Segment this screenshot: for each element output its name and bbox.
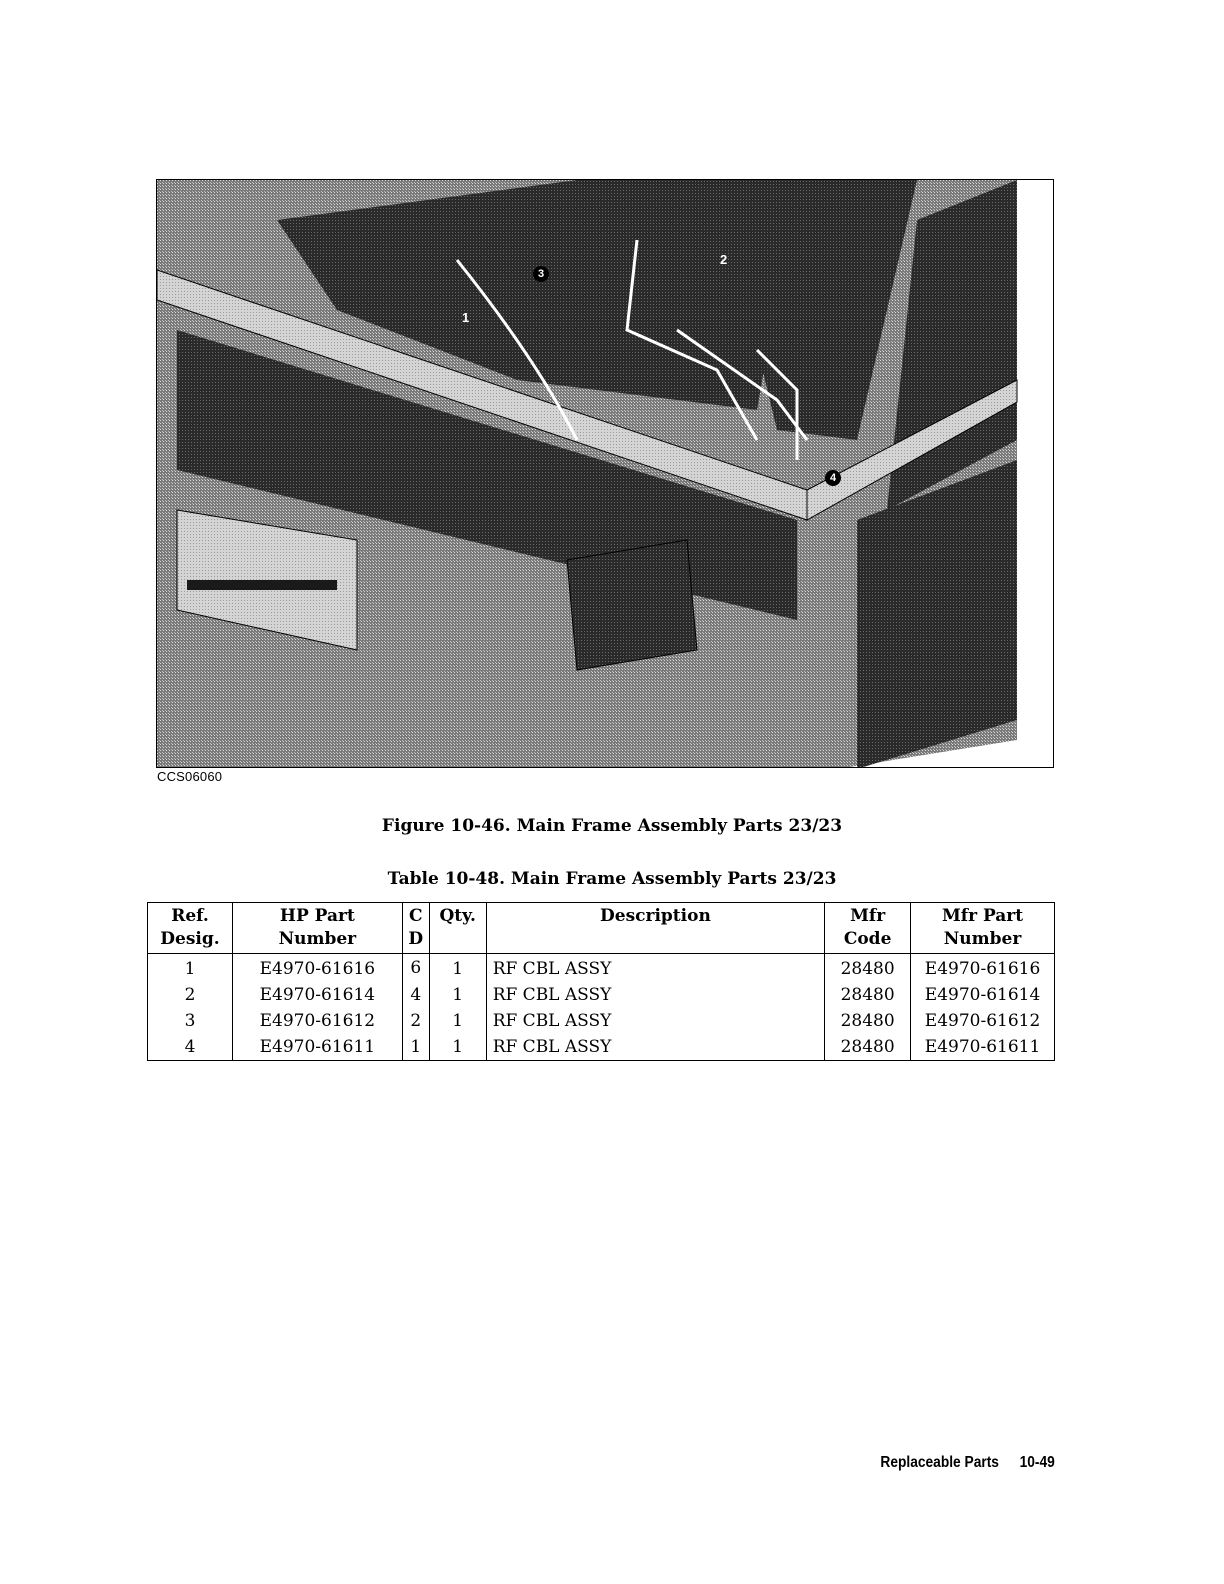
cell-cd: 4 [402, 982, 429, 1008]
header-mfr-part-line1: Mfr Part [941, 906, 1024, 926]
header-ref-desig [148, 903, 233, 954]
table-row [148, 954, 1055, 983]
cell-mfr-part: E4970-61612 [911, 1008, 1055, 1034]
figure-caption: Figure 10-46. Main Frame Assembly Parts 23/23 [381, 816, 843, 836]
table-row [148, 1008, 1055, 1034]
cell-mfr-code: 28480 [825, 1034, 911, 1061]
callout-3: 3 [533, 266, 549, 282]
header-cd-line2: D [408, 929, 424, 949]
figure-id-label: CCS06060 [157, 769, 223, 784]
header-mfr-code-line1: Mfr [850, 906, 886, 926]
cell-cd: 1 [402, 1034, 429, 1061]
cell-hp-part: E4970-61614 [232, 982, 402, 1008]
header-cd-line1: C [408, 906, 423, 926]
cell-cd: 6 [402, 954, 429, 983]
table-caption: Table 10-48. Main Frame Assembly Parts 23/23 [387, 869, 837, 889]
header-hp-part-number [232, 903, 402, 954]
cell-ref: 1 [148, 954, 233, 983]
callout-4: 4 [825, 470, 841, 486]
cell-ref: 2 [148, 982, 233, 1008]
cell-hp-part: E4970-61616 [232, 954, 402, 983]
cell-ref: 3 [148, 1008, 233, 1034]
cell-mfr-code: 28480 [825, 954, 911, 983]
cell-description: RF CBL ASSY [486, 954, 824, 983]
assembly-illustration [157, 180, 1054, 768]
page-footer [881, 1454, 1055, 1472]
header-qty: Qty. [429, 903, 486, 954]
cell-cd: 2 [402, 1008, 429, 1034]
cell-hp-part: E4970-61611 [232, 1034, 402, 1061]
cell-description: RF CBL ASSY [486, 982, 824, 1008]
cell-ref: 4 [148, 1034, 233, 1061]
cell-mfr-code: 28480 [825, 1008, 911, 1034]
header-ref-line1: Ref. [171, 906, 209, 926]
header-description: Description [486, 903, 824, 954]
cell-qty: 1 [429, 982, 486, 1008]
header-mfr-part-line2: Number [943, 929, 1022, 949]
cell-description: RF CBL ASSY [486, 1034, 824, 1061]
cell-qty: 1 [429, 954, 486, 983]
cell-qty: 1 [429, 1008, 486, 1034]
header-hp-line1: HP Part [279, 906, 355, 926]
callout-1: 1 [462, 310, 470, 325]
header-cd [402, 903, 429, 954]
cell-description: RF CBL ASSY [486, 1008, 824, 1034]
cell-mfr-part: E4970-61611 [911, 1034, 1055, 1061]
cell-hp-part: E4970-61612 [232, 1008, 402, 1034]
footer-section-title: Replaceable Parts [880, 1454, 1000, 1471]
cell-mfr-part: E4970-61616 [911, 954, 1055, 983]
cell-mfr-part: E4970-61614 [911, 982, 1055, 1008]
main-frame-assembly-figure [156, 179, 1054, 768]
callout-2: 2 [720, 252, 728, 267]
header-hp-line2: Number [278, 929, 357, 949]
footer-page-number: 10-49 [1019, 1454, 1055, 1471]
parts-table [147, 902, 1055, 1061]
table-row [148, 1034, 1055, 1061]
header-mfr-code-line2: Code [843, 929, 892, 949]
cell-mfr-code: 28480 [825, 982, 911, 1008]
header-ref-line2: Desig. [160, 929, 220, 949]
table-header-row [148, 903, 1055, 954]
header-mfr-part-number [911, 903, 1055, 954]
table-row [148, 982, 1055, 1008]
header-mfr-code [825, 903, 911, 954]
cell-qty: 1 [429, 1034, 486, 1061]
